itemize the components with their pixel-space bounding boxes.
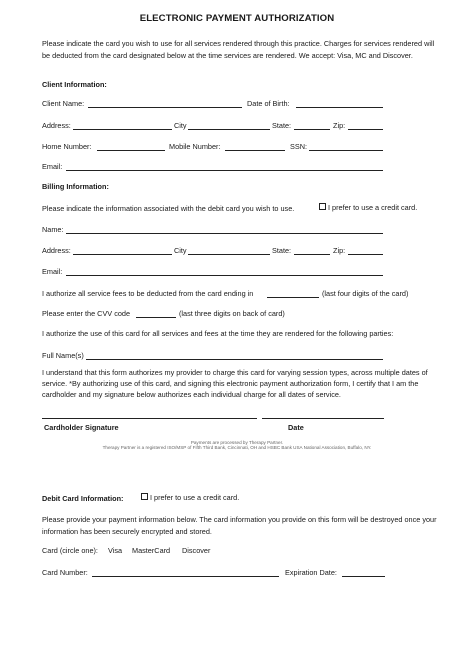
client-city-label: City (174, 121, 187, 130)
client-info-heading: Client Information: (42, 80, 107, 89)
billing-email-label: Email: (42, 267, 63, 276)
client-state-label: State: (272, 121, 292, 130)
mobile-number-label: Mobile Number: (169, 142, 221, 151)
billing-name-label: Name: (42, 225, 64, 234)
billing-zip-label: Zip: (333, 246, 346, 255)
debit-instruction: Please provide your payment information below. The card information you provide on this form will be destroyed once your information has been securely encrypted and stored. (42, 515, 437, 536)
debit-credit-card-option[interactable] (141, 493, 239, 502)
card-type-discover[interactable]: Discover (182, 546, 211, 555)
card-type-mastercard[interactable]: MasterCard (132, 546, 171, 555)
billing-credit-card-option-label: I prefer to use a credit card. (328, 203, 418, 212)
agreement-paragraph: I understand that this form authorizes my provider to charge this card for varying session types, across multiple dates of service. *By authorizing use of this card, and signing this electronic payment authorization form, I certify that I am the cardholder and my signature below authorizes each individual charge for all dates of service. (42, 368, 428, 399)
billing-address-field[interactable] (73, 254, 172, 255)
client-address-field[interactable] (73, 129, 172, 130)
date-label: Date (288, 423, 304, 432)
client-name-field[interactable] (88, 107, 242, 108)
processor-note: Payments are processed by Therapy Partner. (190, 440, 284, 445)
card-ending-note: (last four digits of the card) (322, 289, 409, 298)
ssn-field[interactable] (309, 150, 383, 151)
billing-info-heading: Billing Information: (42, 182, 109, 191)
full-names-label: Full Name(s) (42, 351, 84, 360)
card-ending-label: I authorize all service fees to be deducted from the card ending in (42, 289, 254, 298)
client-email-field[interactable] (66, 170, 383, 171)
cvv-label: Please enter the CVV code (42, 309, 131, 318)
cvv-field[interactable] (136, 317, 176, 318)
mobile-number-field[interactable] (225, 150, 285, 151)
expiration-date-label: Expiration Date: (285, 568, 337, 577)
billing-state-field[interactable] (294, 254, 330, 255)
client-city-field[interactable] (188, 129, 270, 130)
billing-email-field[interactable] (66, 275, 383, 276)
debit-credit-card-option-label: I prefer to use a credit card. (150, 493, 240, 502)
signature-label: Cardholder Signature (44, 423, 119, 432)
billing-credit-card-option[interactable] (319, 203, 417, 212)
card-type-label: Card (circle one): (42, 546, 98, 555)
billing-state-label: State: (272, 246, 292, 255)
checkbox-icon[interactable] (319, 203, 326, 210)
client-email-label: Email: (42, 162, 63, 171)
client-zip-field[interactable] (348, 129, 383, 130)
billing-zip-field[interactable] (348, 254, 383, 255)
dob-field[interactable] (296, 107, 383, 108)
cvv-note: (last three digits on back of card) (179, 309, 285, 318)
checkbox-icon[interactable] (141, 493, 148, 500)
card-ending-field[interactable] (267, 297, 319, 298)
card-type-visa[interactable]: Visa (108, 546, 123, 555)
debit-info-heading: Debit Card Information: (42, 494, 124, 503)
client-zip-label: Zip: (333, 121, 346, 130)
authorized-parties-text: I authorize the use of this card for all services and fees at the time they are rendered for the following parties: (42, 329, 394, 338)
client-name-label: Client Name: (42, 99, 85, 108)
home-number-field[interactable] (97, 150, 165, 151)
billing-instruction: Please indicate the information associated with the debit card you wish to use. (42, 204, 295, 213)
billing-city-field[interactable] (188, 254, 270, 255)
card-number-label: Card Number: (42, 568, 88, 577)
dob-label: Date of Birth: (247, 99, 290, 108)
client-address-label: Address: (42, 121, 71, 130)
card-number-field[interactable] (92, 576, 279, 577)
home-number-label: Home Number: (42, 142, 92, 151)
client-state-field[interactable] (294, 129, 330, 130)
billing-address-label: Address: (42, 246, 71, 255)
billing-name-field[interactable] (66, 233, 383, 234)
processor-registration: Therapy Partner is a registered ISO/MSP of Fifth Third Bank, Cincinnati, OH and HSBC Bank USA National Association, Buffalo, NY. (102, 445, 372, 450)
billing-city-label: City (174, 246, 187, 255)
full-names-field[interactable] (86, 359, 383, 360)
page-title: ELECTRONIC PAYMENT AUTHORIZATION (139, 13, 335, 24)
ssn-label: SSN: (290, 142, 308, 151)
intro-paragraph: Please indicate the card you wish to use for all services rendered through this practice. Charges for services rendered will be deducted from the card designated below at the time services are rendered. We accept: Visa, MC and Discover. (42, 39, 435, 60)
expiration-date-field[interactable] (342, 576, 385, 577)
date-field[interactable] (262, 418, 384, 419)
signature-field[interactable] (42, 418, 257, 419)
